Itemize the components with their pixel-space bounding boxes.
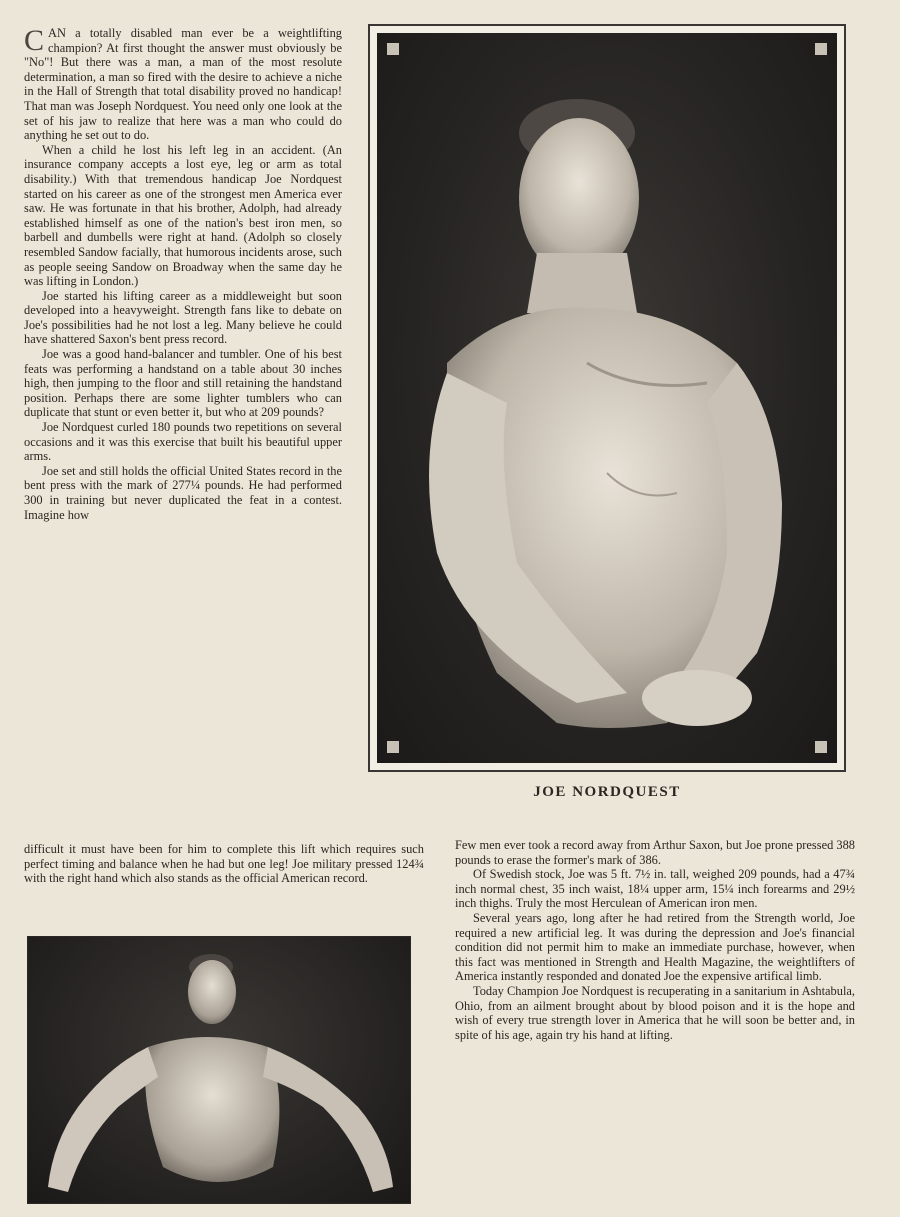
right-column xyxy=(455,838,855,1042)
strongman-pose-image xyxy=(28,937,410,1203)
paragraph-recuperating: Today Champion Joe Nordquest is recuperating in a sanitarium in Ashtabula, Ohio, from an ailment brought about by blood poison and it is the hope and wish of every true strength lover in America that he will soon be better and, in spite of his age, again try his hand at lifting. xyxy=(455,983,855,1042)
portrait-photo xyxy=(377,33,837,763)
paragraph-curl: Joe Nordquest curled 180 pounds two repetitions on several occasions and it was this exercise that built his beautiful upper arms. xyxy=(24,420,342,464)
paragraph-intro: CAN a totally disabled man ever be a weightlifting champion? At first thought the answer must obviously be "No"! But there was a man, a man of the most resolute determination, a man so fired with the desire to achieve a niche in the Hall of Strength that total disability proved no handicap! That man was Joseph Nordquest. You need only one look at the set of his jaw to realize that here was a man who could do anything he set out to do. xyxy=(24,24,342,143)
photo-corner-mark xyxy=(815,43,827,55)
paragraph-bent-press: Joe set and still holds the official United States record in the bent press with the mark of 277¼ pounds. He had performed 300 in training but never duplicated the feat in a contest. Imagine how xyxy=(24,463,342,522)
paragraph-bent-press-continued: difficult it must have been for him to complete this lift which requires such perfect timing and balance when he had but one leg! Joe military pressed 124¾ with the right hand which also stands as the official American record. xyxy=(24,842,424,886)
portrait-photo-frame xyxy=(368,24,846,772)
pose-photo xyxy=(27,936,411,1204)
left-wide-column xyxy=(24,842,424,886)
strongman-portrait-image xyxy=(377,33,837,763)
photo-corner-mark xyxy=(387,43,399,55)
paragraph-handbalancer: Joe was a good hand-balancer and tumbler. One of his best feats was performing a handstand on a table about 30 inches high, then jumping to the floor and still retaining the handstand position. Perhaps there are some lighter tumblers who can duplicate that stunt or even better it, but who at 209 pounds? xyxy=(24,347,342,420)
left-column xyxy=(24,26,342,522)
photo-caption: JOE NORDQUEST xyxy=(533,784,681,800)
photo-corner-mark xyxy=(815,741,827,753)
photo-corner-mark xyxy=(387,741,399,753)
paragraph-accident: When a child he lost his left leg in an accident. (An insurance company accepts a lost eye, leg or arm as total disability.) With that tremendous handicap Joe Nordquest started on his career as one of the strongest men America ever saw. He was fortunate in that his brother, Adolph, had already established himself as one of the nation's best iron men, so barbell and dumbells were right at hand. (Adolph so closely resembled Sandow facially, that humorous incidents arose, such as people seeing Sandow on Broadway when the same day he was lifting in London.) xyxy=(24,142,342,289)
paragraph-career: Joe started his lifting career as a middleweight but soon developed into a heavyweight. Strength fans like to debate on Joe's possibilities had he not lost a leg. Many believe he could have shattered Saxon's bent press record. xyxy=(24,288,342,347)
paragraph-measurements: Of Swedish stock, Joe was 5 ft. 7½ in. tall, weighed 209 pounds, had a 47¾ inch normal chest, 35 inch waist, 18¼ upper arm, 15¼ inch forearms and 29½ inch thighs. Truly the most Herculean of American iron men. xyxy=(455,867,855,911)
drop-cap: C xyxy=(24,24,45,57)
paragraph-saxon-record: Few men ever took a record away from Arthur Saxon, but Joe prone pressed 388 pounds to erase the former's mark of 386. xyxy=(455,838,855,867)
paragraph-artificial-leg: Several years ago, long after he had retired from the Strength world, Joe required a new artificial leg. It was during the depression and Joe's financial condition did not permit him to make an immediate purchase, however, when this fact was mentioned in Strength and Health Magazine, the weightlifters of America instantly responded and donated Joe the expensive artifical limb. xyxy=(455,910,855,984)
